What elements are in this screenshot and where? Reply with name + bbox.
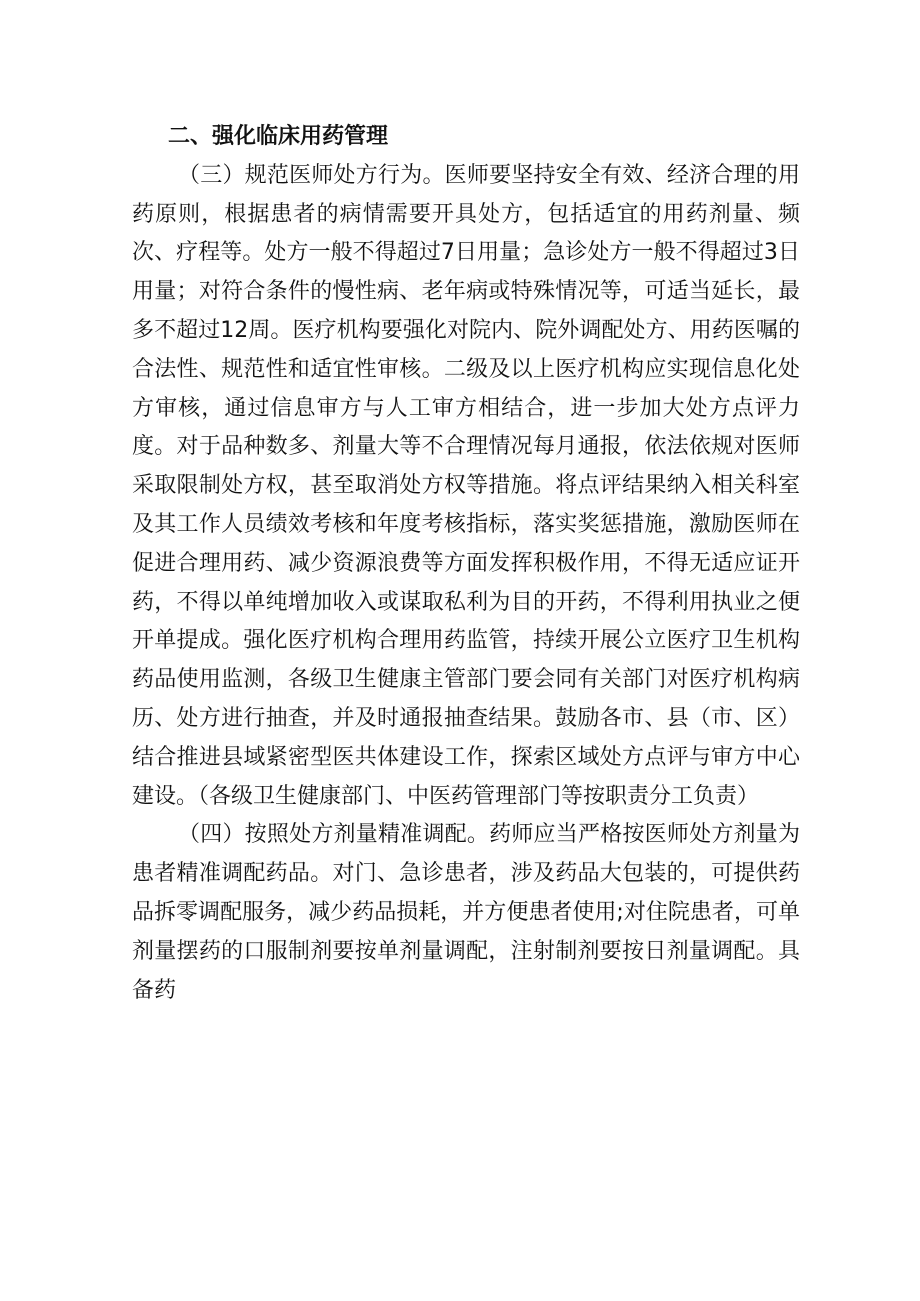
paragraph-prescription-behavior: （三）规范医师处方行为。医师要坚持安全有效、经济合理的用药原则，根据患者的病情需要开具处方，包括适宜的用药剂量、频次、疗程等。处方一般不得超过7日用量；急诊处方一般不得超过3日用量；对符合条件的慢性病、老年病或特殊情况等，可适当延长，最多不超过12周。医疗机构要强化对院内、院外调配处方、用药医嘱的合法性、规范性和适宜性审核。二级及以上医疗机构应实现信息化处方审核，通过信息审方与人工审方相结合，进一步加大处方点评力度。对于品种数多、剂量大等不合理情况每月通报，依法依规对医师采取限制处方权，甚至取消处方权等措施。将点评结果纳入相关科室及其工作人员绩效考核和年度考核指标，落实奖惩措施，激励医师在促进合理用药、减少资源浪费等方面发挥积极作用，不得无适应证开药，不得以单纯增加收入或谋取私利为目的开药，不得利用执业之便开单提成。强化医疗机构合理用药监管，持续开展公立医疗卫生机构药品使用监测，各级卫生健康主管部门要会同有关部门对医疗机构病历、处方进行抽查，并及时通报抽查结果。鼓励各市、县（市、区）结合推进县域紧密型医共体建设工作，探索区域处方点评与审方中心建设。（各级卫生健康部门、中医药管理部门等按职责分工负责）	[132, 162, 800, 809]
section-heading: 二、强化临床用药管理	[168, 124, 389, 149]
paragraph-precise-dispensing: （四）按照处方剂量精准调配。药师应当严格按医师处方剂量为患者精准调配药品。对门、急诊患者，涉及药品大包装的，可提供药品拆零调配服务，减少药品损耗，并方便患者使用;对住院患者，可单剂量摆药的口服制剂要按单剂量调配，注射制剂要按日剂量调配。具备药	[132, 822, 800, 1003]
document-body	[132, 118, 800, 1010]
